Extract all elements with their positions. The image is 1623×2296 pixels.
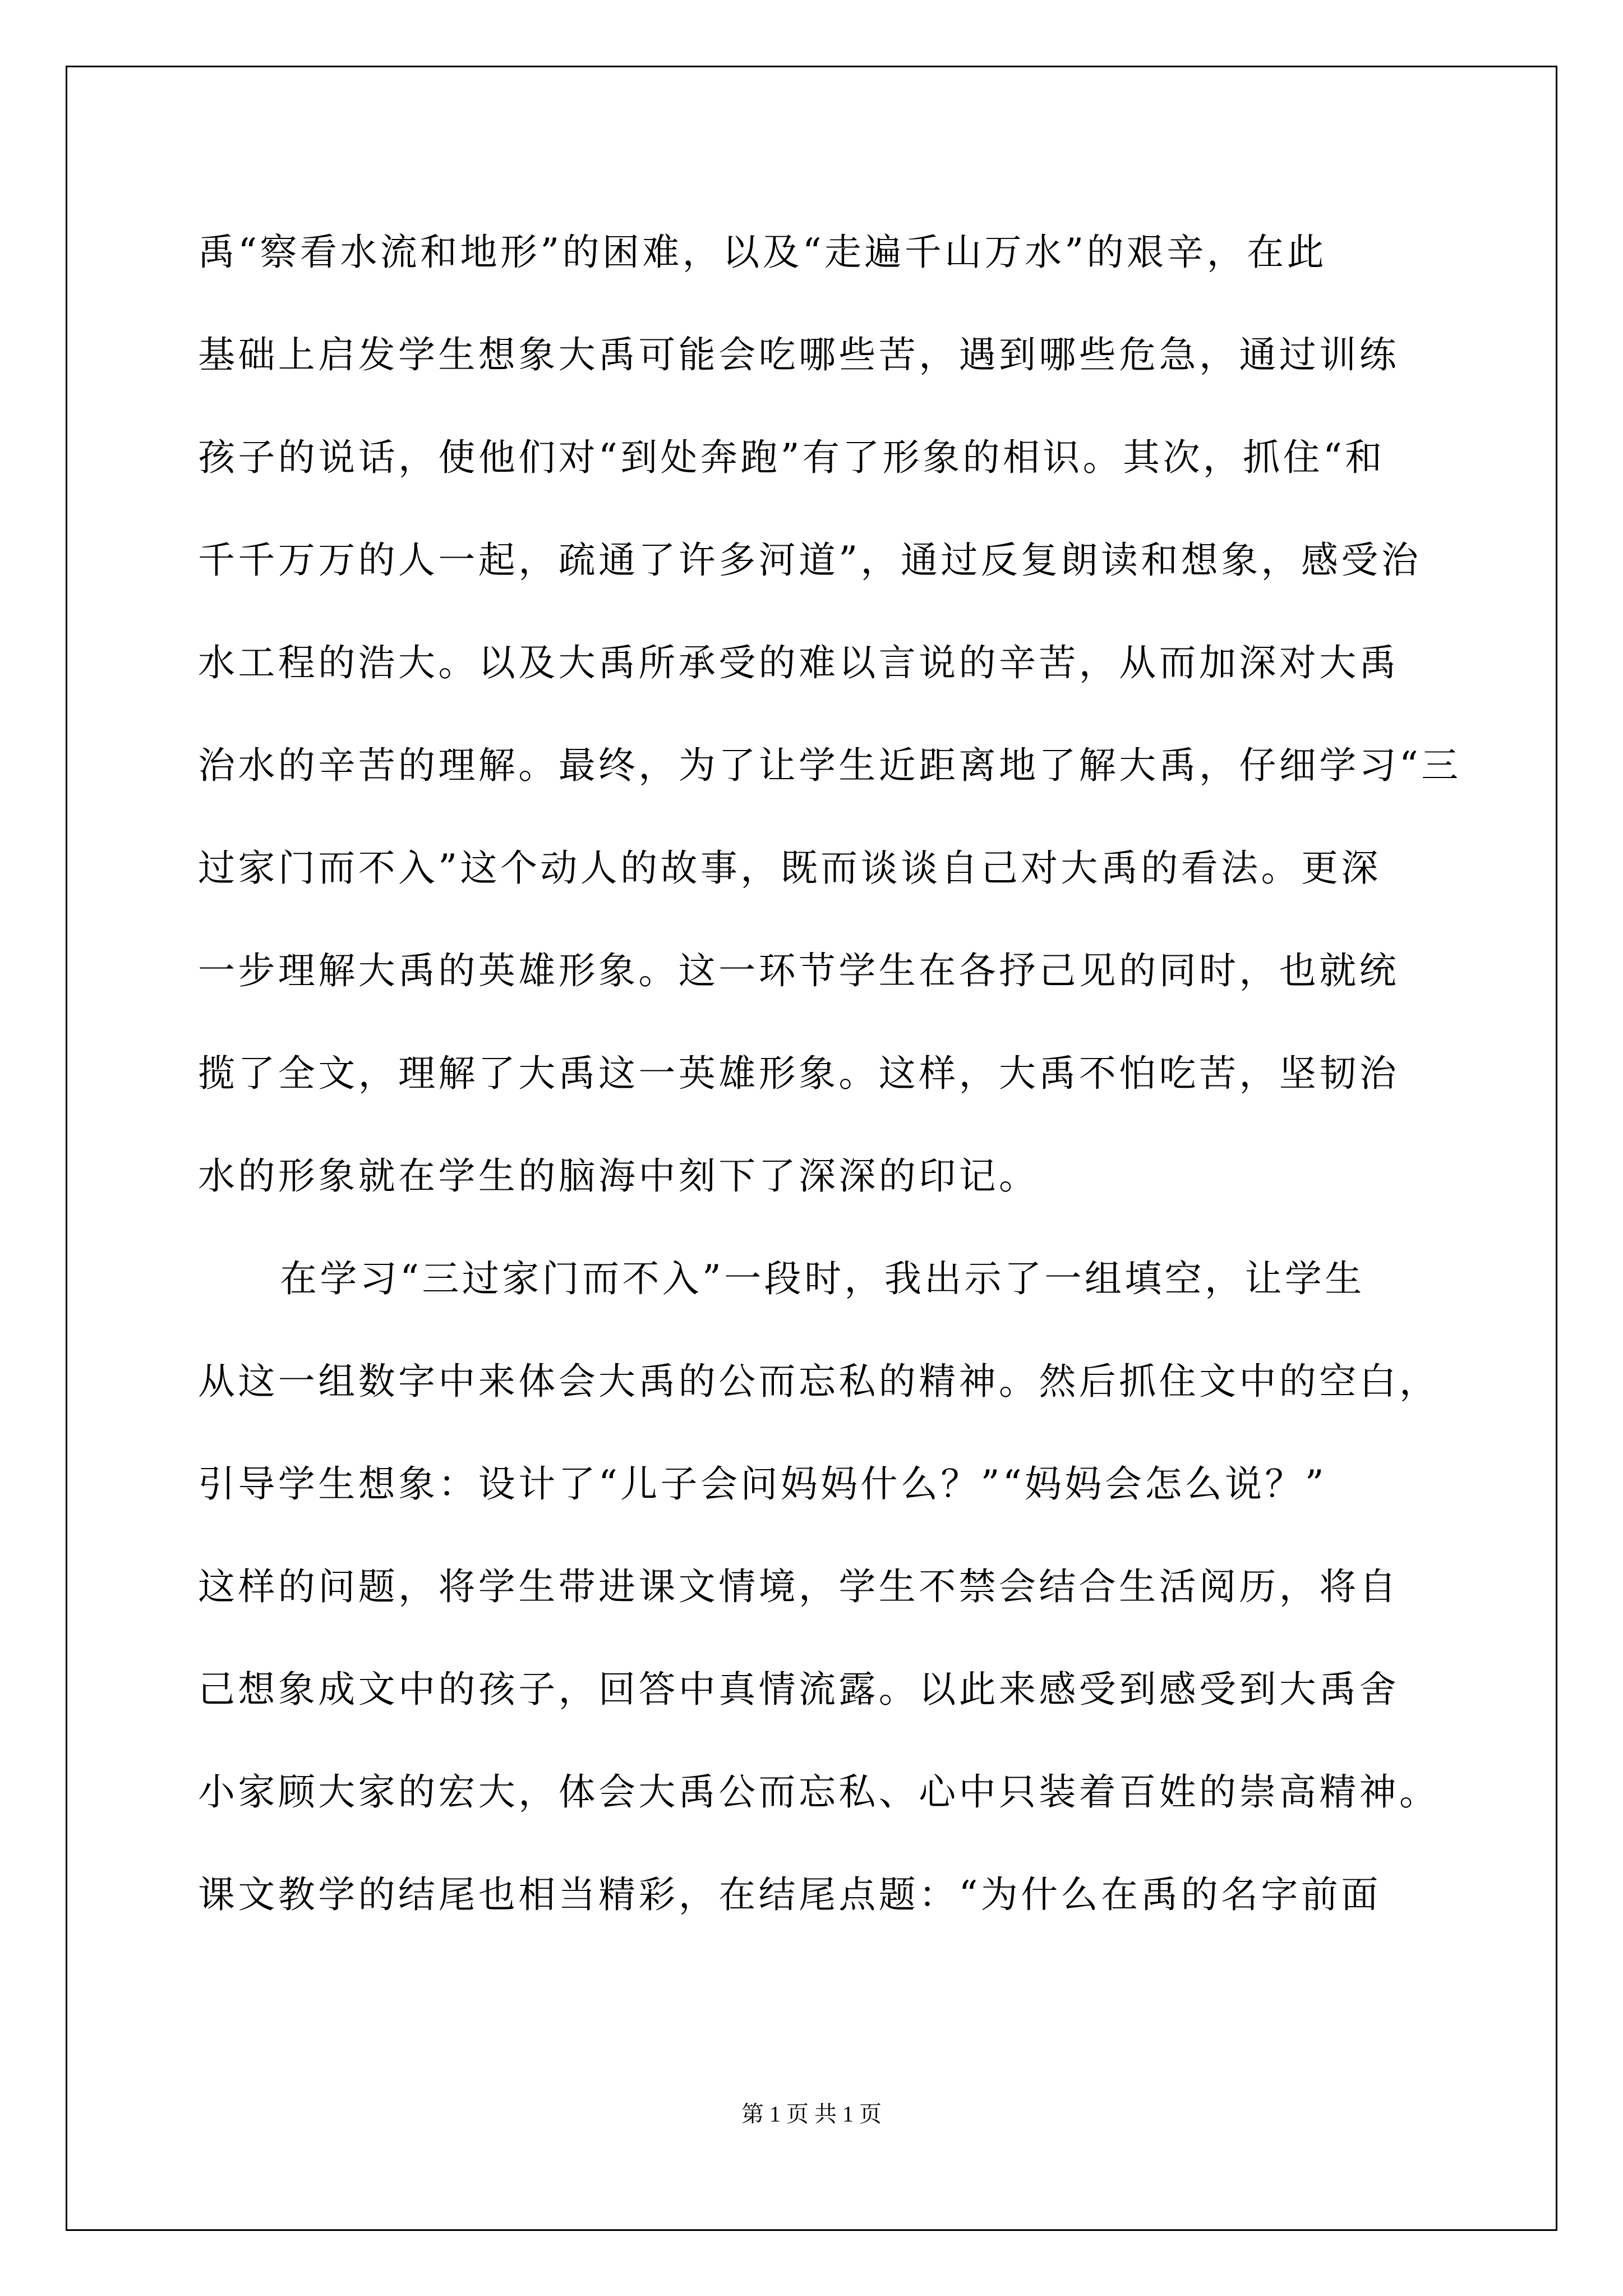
text-line: 水的形象就在学生的脑海中刻下了深深的印记。 [198, 1154, 1039, 1198]
document-body [198, 219, 1461, 1964]
text-line: 禹“察看水流和地形”的困难，以及“走遍千山万水”的艰辛，在此 [198, 231, 1327, 274]
text-line: 一步理解大禹的英雄形象。这一环节学生在各抒己见的同时，也就统 [198, 949, 1399, 992]
text-line: 基础上启发学生想象大禹可能会吃哪些苦，遇到哪些危急，通过训练 [198, 333, 1399, 376]
text-line: 课文教学的结尾也相当精彩，在结尾点题：“为什么在禹的名字前面 [198, 1873, 1381, 1916]
text-line: 己想象成文中的孩子，回答中真情流露。以此来感受到感受到大禹舍 [198, 1668, 1399, 1711]
text-line: 引导学生想象：设计了“儿子会问妈妈什么？”“妈妈会怎么说？” [198, 1462, 1327, 1506]
text-line: 揽了全文，理解了大禹这一英雄形象。这样，大禹不怕吃苦，坚韧治 [198, 1052, 1399, 1095]
text-line: 千千万万的人一起，疏通了许多河道”，通过反复朗读和想象，感受治 [198, 539, 1422, 582]
text-line: 过家门而不入”这个动人的故事，既而谈谈自己对大禹的看法。更深 [198, 846, 1381, 890]
text-line: 从这一组数字中来体会大禹的公而忘私的精神。然后抓住文中的空白， [198, 1360, 1440, 1403]
text-line: 水工程的浩大。以及大禹所承受的难以言说的辛苦，从而加深对大禹 [198, 641, 1399, 684]
text-line: 孩子的说话，使他们对“到处奔跑”有了形象的相识。其次，抓住“和 [198, 436, 1385, 479]
text-line: 小家顾大家的宏大，体会大禹公而忘私、心中只装着百姓的崇高精神。 [198, 1770, 1440, 1814]
page-footer: 第 1 页 共 1 页 [741, 2101, 882, 2127]
text-line: 这样的问题，将学生带进课文情境，学生不禁会结合生活阅历，将自 [198, 1565, 1399, 1608]
paragraph-start-line: 在学习“三过家门而不入”一段时，我出示了一组填空，让学生 [280, 1257, 1365, 1300]
text-line: 治水的辛苦的理解。最终，为了让学生近距离地了解大禹，仔细学习“三 [198, 744, 1461, 787]
